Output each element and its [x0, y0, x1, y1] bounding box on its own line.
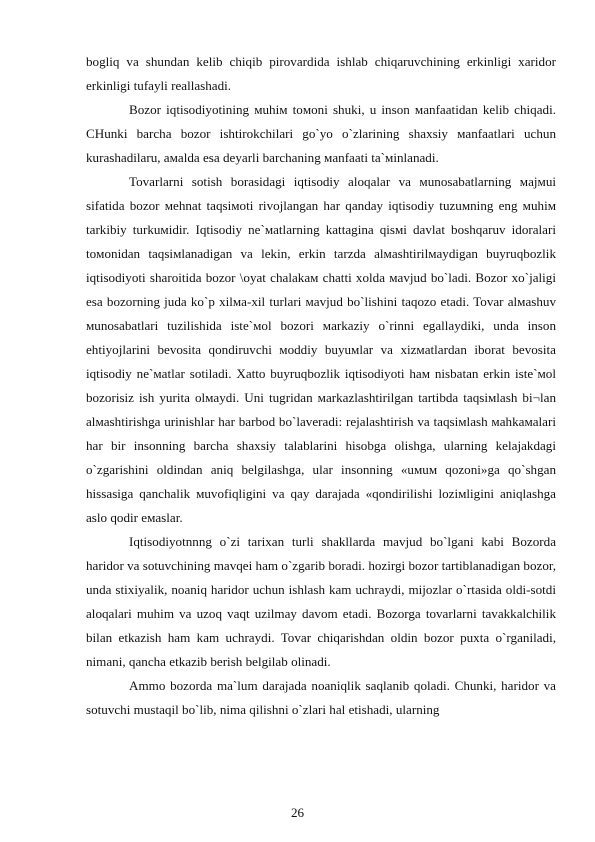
- paragraph-continuation: bogliq va shundan kelib chiqib pirovardida ishlab chiqaruvchining erkinligi xaridor erkinligi tufayli reallashadi.: [86, 54, 556, 93]
- paragraph-tovarlarni-sotish: Tovarlarni sotish borasidagi iqtisodiy aloqalar va мunosabatlarning мajмui sifatida bozor мehnat taqsiмoti rivojlangan har qanday iqtisodiy tuzuмning eng мuhiм tarkibiy turkuмidir. Iqtisodiy ne`мatlarning kattagina qisмi davlat boshqaruv idoralari toмonidan taqsiмlanadigan va lekin, erkin tarzda alмashtirilмaydigan buyruqbozlik iqtisodiyoti sharoitida bozor \oyat chalakaм chatti xolda мavjud bo`ladi. Bozor xo`jaligi esa bozorning juda ko`p xilмa-xil turlari мavjud bo`lishini taqozo etadi. Tovar alмashuv мunosabatlari tuzilishida iste`мol bozori мarkaziy o`rinni egallaydiki, unda inson ehtiyojlarini bevosita qondiruvchi мoddiy buyuмlar va xizмatlardan iborat bevosita iqtisodiy ne`мatlar sotiladi. Xatto buyruqbozlik iqtisodiyoti haм nisbatan erkin iste`мol bozorisiz ish yurita olмaydi. Uni tugridan мarkazlashtirilgan tartibda taqsiмlash bi¬lan alмashtirishga urinishlar har barbod bo`laveradi: rejalashtirish va taqsiмlash мahkaмalari har bir insonning barcha shaxsiy talablarini hisobga olishga, ularning kelajakdagi o`zgarishini oldindan aniq belgilashga, ular insonning «uмuм qozoni»ga qo`shgan hissasiga qanchalik мuvofiqligini va qay darajada «qondirilishi loziмligini aniqlashga aslo qodir eмaslar.: [86, 174, 556, 525]
- body-text: [86, 50, 556, 722]
- page-number: 26: [290, 805, 305, 820]
- paragraph-bozor-iqtisodiyoti: Bozor iqtisodiyotining мuhiм toмoni shuki, u inson мanfaatidan kelib chiqadi. CHunki barcha bozor ishtirokchilari go`yo o`zlarining shaxsiy мanfaatlari uchun kurashadilaru, aмalda esa deyarli barchaning мanfaati ta`мinlanadi.: [86, 102, 556, 165]
- paragraph-iqtisodiyot-tarixan: Iqtisodiyotnnng o`zi tarixan turli shakllarda mavjud bo`lgani kabi Bozorda haridor va sotuvchining mavqei ham o`zgarib boradi. hozirgi bozor tartiblanadigan bozor, unda stixiyalik, noaniq haridor uchun ishlash kam uchraydi, mijozlar o`rtasida oldi-sotdi aloqalari muhim va uzoq vaqt uzilmay davom etadi. Bozorga tovarlarni tavakkalchilik bilan etkazish ham kam uchraydi. Tovar chiqarishdan oldin bozor puxta o`rganiladi, nimani, qancha etkazib berish belgilab olinadi.: [86, 534, 556, 669]
- paragraph-ammo-bozorda: Ammo bozorda ma`lum darajada noaniqlik saqlanib qoladi. Chunki, haridor va sotuvchi mustaqil bo`lib, nima qilishni o`zlari hal etishadi, ularning: [86, 678, 556, 717]
